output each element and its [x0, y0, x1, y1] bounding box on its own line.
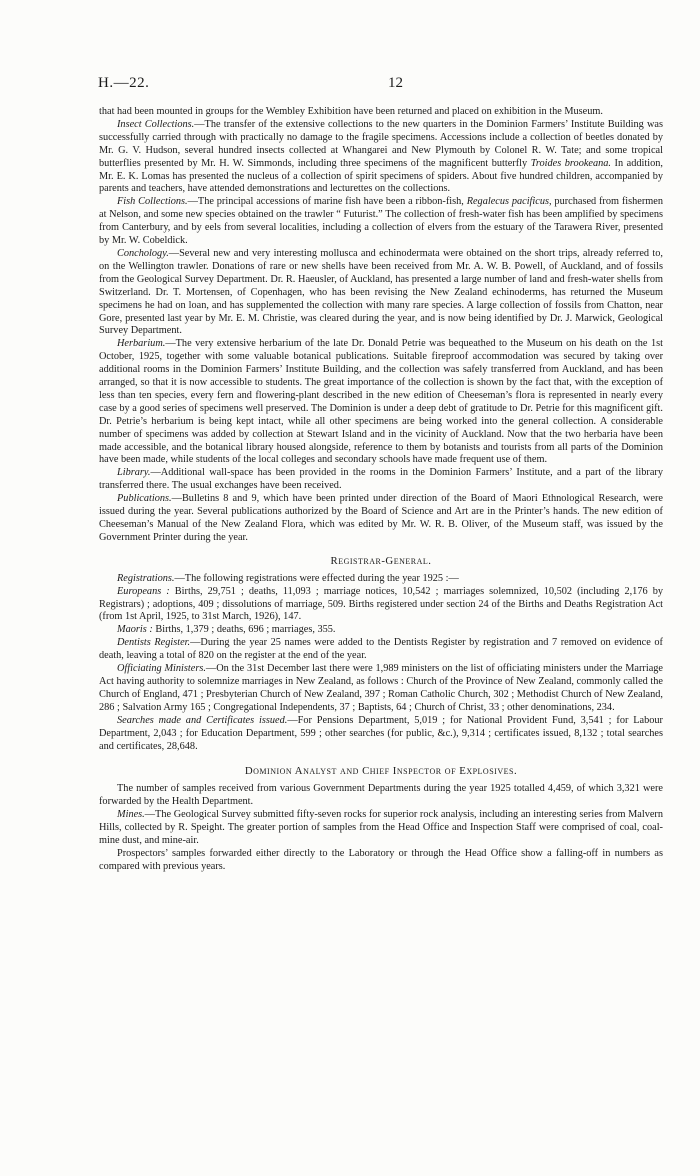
page-number: 12	[388, 75, 403, 91]
paragraph-continuation: that had been mounted in groups for the Wembley Exhibition have been returned and placed on exhibition in the Museum.	[99, 106, 603, 117]
paragraph-lead: Herbarium.	[117, 338, 166, 350]
paragraph-lead: Mines.	[117, 809, 145, 821]
paragraph-conchology: Conchology.—Several new and very interesting mollusca and echinodermata were obtained on the short trips, already referred to, on the Wellington trawler. Donations of rare or new shells have been received from Mr. A. W. B. Powell, of Auckland, and of fossils from the Geological Survey Department. Dr. R. Haeusler, of Auckland, has presented a large number of land and fresh-water shells from Switzerland. Dr. T. Mortensen, of Copenhagen, who has been revising the New Zealand echinoderms, has returned the Museum specimens he had on loan, and has supplemented the collection with many rare species. A large collection of fossils from Chatton, near Gore, presented last year by Mr. E. M. Christie, was cleared during the year, and is now being identified by Dr. J. Marwick, Geological Survey Department.	[99, 247, 663, 337]
paragraph-lead: Conchology.	[117, 247, 169, 259]
paragraph-lead: Library.	[117, 467, 151, 479]
paragraph-officiating-ministers: Officiating Ministers.—On the 31st December last there were 1,989 ministers on the list of officiating ministers under the Marriage Act having authority to solemnize marriages in New Zealand, as follows : Church of the Province of New Zealand, commonly called the Church of England, 471 ; Presbyterian Church of New Zealand, 397 ; Roman Catholic Church, 302 ; Methodist Church of New Zealand, 286 ; Salvation Army 165 ; Congregational Independents, 37 ; Baptists, 64 ; Church of Christ, 33 ; other denominations, 234.	[99, 663, 663, 713]
paragraph-lead: Officiating Ministers.	[117, 663, 206, 675]
paragraph-lead: Publications.	[117, 493, 172, 505]
paragraph-lead: Registrations.	[117, 572, 175, 584]
document-id: H.—22.	[98, 75, 150, 91]
paragraph-prospectors: Prospectors’ samples forwarded either directly to the Laboratory or through the Head Office show a falling-off in numbers as compared with previous years.	[99, 847, 663, 872]
paragraph-mines: Mines.—The Geological Survey submitted fifty-seven rocks for superior rock analysis, including an interesting series from Malvern Hills, collected by R. Speight. The greater portion of samples from the Head Office and Inspection Staff were comprised of coal, coal-mine dust, and mine-air.	[99, 809, 663, 846]
paragraph-lead: Europeans :	[117, 585, 170, 597]
species-name: Regalecus pacificus,	[466, 196, 552, 208]
paragraph-library: Library.—Additional wall-space has been provided in the rooms in the Dominion Farmers’ Institute, and a part of the library transferred there. The usual exchanges have been received.	[99, 467, 663, 492]
paragraph-maoris: Maoris : Births, 1,379 ; deaths, 696 ; marriages, 355.	[117, 624, 336, 636]
paragraph-europeans: Europeans : Births, 29,751 ; deaths, 11,093 ; marriage notices, 10,542 ; marriages solemnized, 10,502 (including 2,176 by Registrars) ; adoptions, 409 ; dissolutions of marriage, 509. Births registered under section 24 of the Births and Deaths Registration Act (from 1st April, 1925, to 31st March, 1926), 147.	[99, 585, 663, 623]
paragraph-lead: Searches made and Certificates issued.	[117, 714, 288, 726]
paragraph-lead: Fish Collections.	[117, 196, 188, 208]
paragraph-lead: Dentists Register.	[117, 637, 191, 649]
paragraph-registrations: Registrations.—The following registrations were effected during the year 1925 :—	[117, 572, 459, 584]
paragraph-dentists-register: Dentists Register.—During the year 25 names were added to the Dentists Register by registration and 7 removed on evidence of death, leaving a total of 820 on the register at the end of the year.	[99, 637, 663, 662]
paragraph-lead: Insect Collections.	[117, 118, 195, 130]
section-heading-dominion-analyst: Dominion Analyst and Chief Inspector of Explosives.	[244, 765, 518, 778]
paragraph-samples: The number of samples received from various Government Departments during the year 1925 totalled 4,459, of which 3,321 were forwarded by the Health Department.	[99, 783, 663, 808]
section-heading-registrar-general: Registrar-General.	[330, 554, 432, 567]
paragraph-insect-collections: Insect Collections.—The transfer of the extensive collections to the new quarters in the Dominion Farmers’ Institute Building was successfully carried through with practically no damage to the fragile specimens. Accessions include a collection of beetles donated by Mr. G. V. Hudson, several hundred insects collected at Whangarei and New Plymouth by Colonel R. W. Tate; and some tropical butterflies presented by Mr. H. W. Simmonds, including three specimens of the magnificent butterfly Troides brookeana. In addition, Mr. E. K. Lomas has presented the nucleus of a collection of spirit specimens of spiders. About five hundred children, accompanied by parents and teachers, have attended demonstrations and lecturettes on the collections.	[99, 118, 663, 195]
page-header	[98, 75, 664, 97]
paragraph-publications: Publications.—Bulletins 8 and 9, which have been printed under direction of the Board of Maori Ethnological Research, were issued during the year. Several publications authorized by the Board of Science and Art are in the Printer’s hands. The new edition of Cheeseman’s Manual of the New Zealand Flora, which was edited by Mr. W. R. B. Oliver, of the Museum staff, was issued by the Government Printer during the year.	[99, 493, 663, 543]
paragraph-searches: Searches made and Certificates issued.—For Pensions Department, 5,019 ; for National Provident Fund, 3,541 ; for Labour Department, 2,043 ; for Education Department, 599 ; other searches (for public, &c.), 9,314 ; certificates issued, 8,132 ; total searches and certificates, 28,648.	[99, 714, 663, 752]
paragraph-herbarium: Herbarium.—The very extensive herbarium of the late Dr. Donald Petrie was bequeathed to the Museum on his death on the 1st October, 1925, together with some valuable botanical publications. Suitable fireproof accommodation was secured by taking over additional rooms in the Dominion Farmers’ Institute Building, and the collection was safely transferred from Auckland, and has been arranged, so that it is now accessible to students. The great importance of the collection is shown by the fact that, with the exception of less than ten species, every fern and flowering-plant described in the new edition of Cheeseman’s flora is represented in nearly every case by a good series of specimens well preserved. The Dominion is under a deep debt of gratitude to Dr. Petrie for this magnificent gift. Dr. Petrie’s herbarium is being kept intact, while all other specimens are being worked into the general collection. A considerable number of specimens was added by collection at Stewart Island and in the vicinity of Auckland. Now that the two herbaria have been made accessible, and the botanical library housed alongside, reference to them by botanists and tourists from all parts of the Dominion have been made, while students of the local colleges and secondary schools have made frequent use of them.	[99, 338, 663, 466]
paragraph-lead: Maoris :	[117, 624, 153, 636]
document-body	[99, 106, 663, 874]
species-name: Troides brookeana.	[530, 157, 611, 169]
paragraph-fish-collections: Fish Collections.—The principal accessions of marine fish have been a ribbon-fish, Regalecus pacificus, purchased from fishermen at Nelson, and some new species obtained on the trawler “ Futurist.” The collection of fresh-water fish has been amplified by specimens from Canterbury, and by eels from several localities, including a collection of elvers from the estuary of the Tarawera River, presented by Mr. W. Cobeldick.	[99, 196, 664, 247]
